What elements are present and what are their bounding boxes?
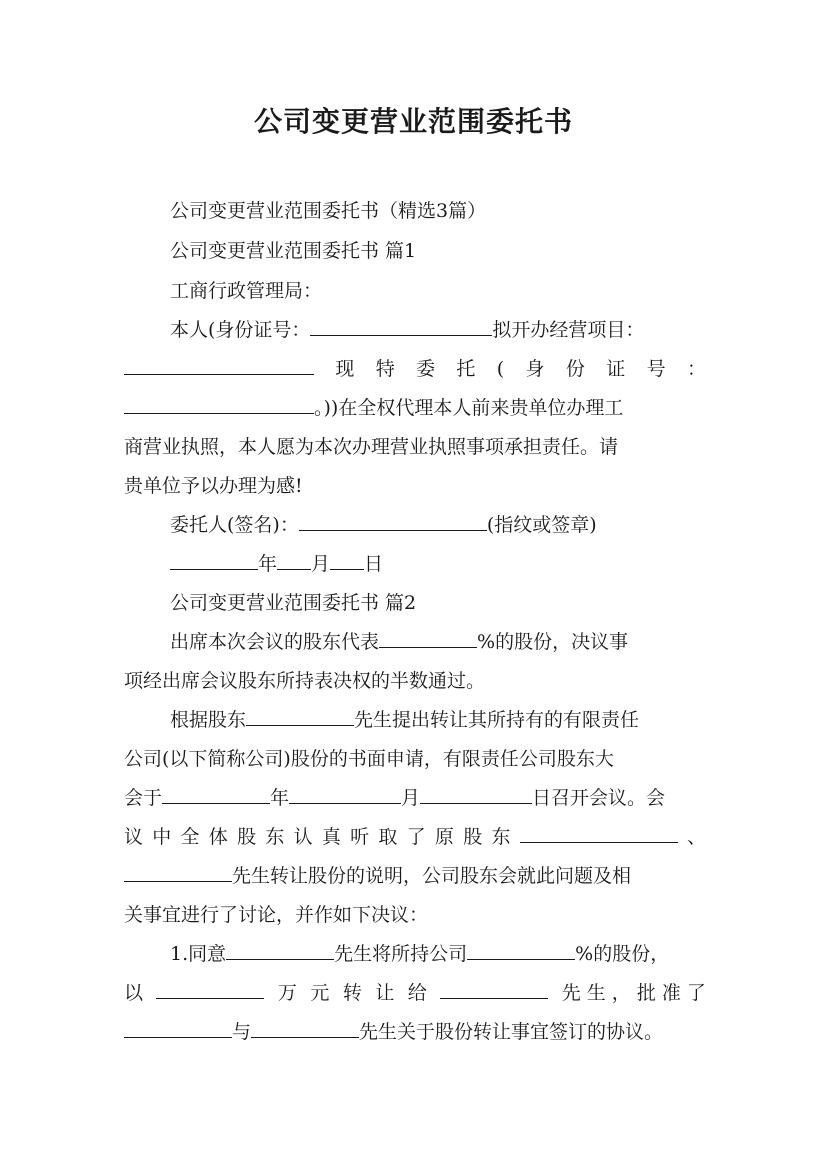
id-number-blank [310, 317, 492, 336]
text-span: 出席本次会议的股东代表 [170, 631, 380, 653]
char: ： [686, 358, 706, 380]
resolution-item1-line2 [124, 978, 706, 1008]
s2-paragraph1-line2: 项经出席会议股东所持表决权的半数通过。 [124, 670, 486, 692]
text-span: %的股份，决议事 [477, 631, 629, 653]
char: 议 [124, 826, 144, 848]
agent-id-blank [124, 395, 314, 414]
transferee-blank [440, 980, 548, 999]
char: 现 [335, 358, 355, 380]
text-span: %的股份， [575, 943, 670, 965]
char: ( [496, 358, 505, 380]
text-span: 委托人(签名)： [170, 514, 299, 536]
shareholder-blank [246, 707, 354, 726]
char: 认 [293, 826, 313, 848]
text-span: 。))在全权代理本人前来贵单位办理工 [314, 397, 624, 419]
party-b-blank [251, 1019, 359, 1038]
share-percent-blank [467, 941, 575, 960]
paragraph1-line2 [124, 354, 706, 384]
char: 股 [237, 826, 257, 848]
s2-paragraph2-line1 [170, 705, 639, 735]
resolution-item1-line3 [124, 1017, 663, 1047]
char: 给 [407, 982, 427, 1004]
text-span: 月 [401, 787, 421, 809]
text-span: 拟开办经营项目： [492, 319, 645, 341]
char: 了 [406, 826, 426, 848]
date-line [170, 549, 383, 579]
day-blank [330, 551, 364, 570]
text-span: 先生关于股份转让事宜签订的协议。 [359, 1021, 664, 1043]
char: 证 [606, 358, 626, 380]
s2-paragraph1-line1 [170, 627, 628, 657]
char: 真 [321, 826, 341, 848]
second-shareholder-blank [124, 863, 232, 882]
char: 托 [456, 358, 476, 380]
char: 让 [375, 982, 395, 1004]
char: 全 [180, 826, 200, 848]
s2-paragraph2-line6: 关事宜进行了讨论，并作如下决议： [124, 904, 429, 926]
char: 中 [152, 826, 172, 848]
signature-blank [299, 512, 487, 531]
char: 、 [686, 826, 706, 848]
text-span: 会于 [124, 787, 163, 809]
s2-paragraph2-line2: 公司(以下简称公司)股份的书面申请，有限责任公司股东大 [124, 748, 614, 770]
text-span: 先生转让股份的说明，公司股东会就此问题及相 [232, 865, 632, 887]
text-span: 先生将所持公司 [334, 943, 468, 965]
char: 体 [208, 826, 228, 848]
text-span: 先生提出转让其所持有的有限责任 [354, 709, 640, 731]
text-span: 与 [232, 1021, 252, 1043]
char: 特 [375, 358, 395, 380]
section1-heading: 公司变更营业范围委托书 篇1 [170, 240, 417, 262]
text-span: 日 [364, 553, 384, 575]
paragraph1-line1 [170, 315, 644, 345]
char: 元 [310, 982, 330, 1004]
char: 股 [463, 826, 483, 848]
section2-heading: 公司变更营业范围委托书 篇2 [170, 592, 417, 614]
paragraph1-line3 [124, 393, 623, 423]
party-a-blank [124, 1019, 232, 1038]
signature-line [170, 510, 597, 540]
char: 取 [378, 826, 398, 848]
document-title: 公司变更营业范围委托书 [253, 105, 573, 138]
percentage-blank [379, 629, 477, 648]
char: 东 [265, 826, 285, 848]
char: 原 [434, 826, 454, 848]
text-span: 年 [258, 553, 278, 575]
project-blank [124, 356, 314, 375]
transferor-blank [226, 941, 334, 960]
document-subtitle: 公司变更营业范围委托书（精选3篇） [170, 200, 487, 222]
text-span: 本人(身份证号： [170, 319, 311, 341]
s2-paragraph2-line3 [124, 783, 665, 813]
char: 委 [416, 358, 436, 380]
amount-blank [156, 980, 264, 999]
text-span: 月 [311, 553, 331, 575]
text-span: 先 生 ， 批 准 了 [561, 982, 706, 1004]
char: 东 [491, 826, 511, 848]
meeting-day-blank [420, 785, 532, 804]
paragraph1-line5: 贵单位予以办理为感! [124, 475, 303, 497]
text-span: (指纹或签章) [486, 514, 597, 536]
s2-paragraph2-line4 [124, 822, 706, 852]
meeting-month-blank [289, 785, 401, 804]
original-shareholder-blank [520, 824, 678, 843]
char: 听 [350, 826, 370, 848]
char: 转 [342, 982, 362, 1004]
text-span: 根据股东 [170, 709, 247, 731]
char: 身 [525, 358, 545, 380]
year-blank [170, 551, 258, 570]
char: 万 [277, 982, 297, 1004]
resolution-item1-line1 [170, 939, 669, 969]
text-span: 年 [270, 787, 290, 809]
paragraph1-line4: 商营业执照，本人愿为本次办理营业执照事项承担责任。请 [124, 436, 619, 458]
char: 号 [646, 358, 666, 380]
text-span: 日召开会议。会 [532, 787, 666, 809]
addressee: 工商行政管理局： [170, 280, 323, 302]
month-blank [277, 551, 311, 570]
char: 份 [565, 358, 585, 380]
text-span: 1.同意 [170, 943, 227, 965]
s2-paragraph2-line5 [124, 861, 631, 891]
char: 以 [124, 982, 144, 1004]
meeting-year-blank [162, 785, 270, 804]
